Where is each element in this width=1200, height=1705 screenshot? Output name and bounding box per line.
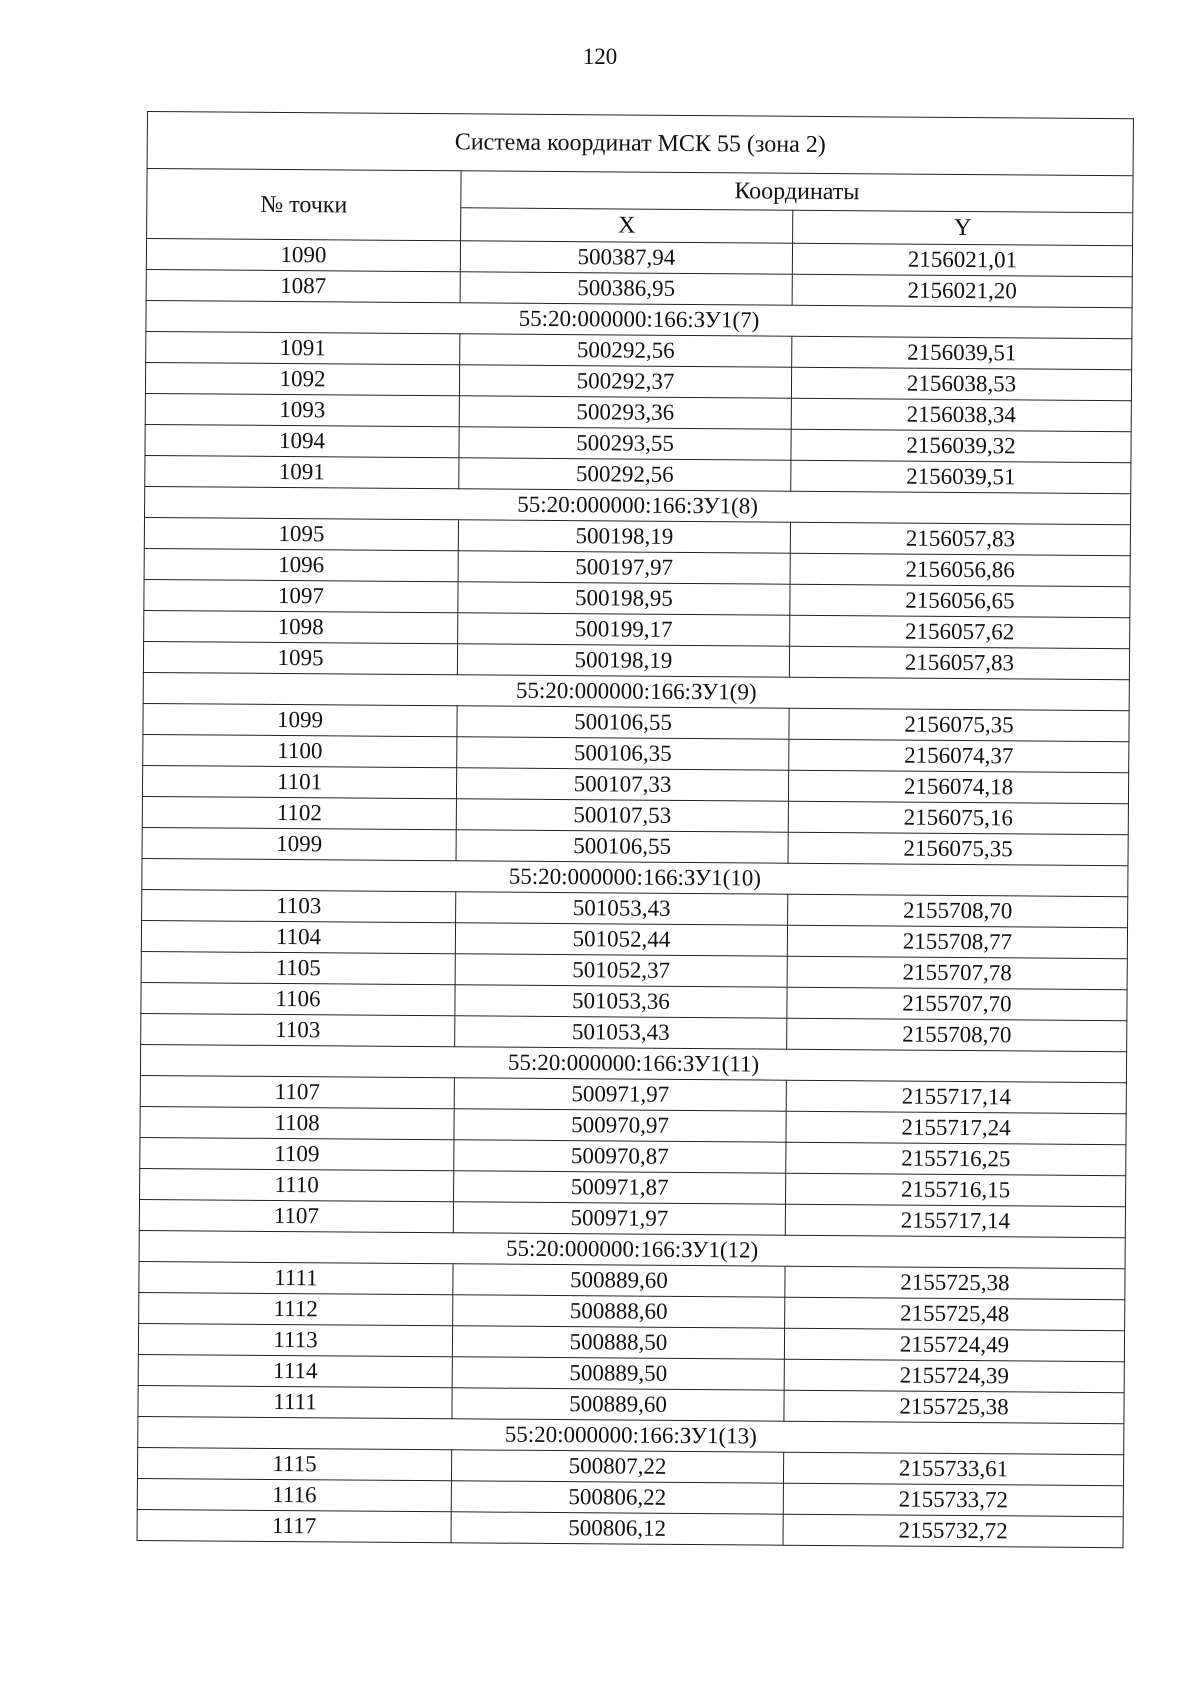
x-coordinate-cell: 501053,43 <box>455 1016 787 1049</box>
x-coordinate-cell: 500387,94 <box>460 241 792 274</box>
x-coordinate-cell: 500889,50 <box>452 1357 784 1390</box>
table-title: Система координат МСК 55 (зона 2) <box>147 112 1133 176</box>
y-coordinate-cell: 2156038,53 <box>791 367 1131 400</box>
y-coordinate-cell: 2155724,49 <box>784 1328 1124 1361</box>
y-coordinate-cell: 2156039,51 <box>791 460 1131 493</box>
x-coordinate-cell: 500293,55 <box>459 427 791 460</box>
y-coordinate-cell: 2155724,39 <box>784 1359 1124 1392</box>
point-number-cell: 1098 <box>144 610 458 643</box>
y-coordinate-cell: 2155733,72 <box>783 1483 1123 1516</box>
y-coordinate-cell: 2156039,32 <box>791 429 1131 462</box>
x-coordinate-cell: 500386,95 <box>460 272 792 305</box>
x-coordinate-cell: 500888,50 <box>452 1326 784 1359</box>
section-label: 55:20:000000:166:ЗУ1(13) <box>138 1416 1124 1454</box>
x-coordinate-cell: 500971,87 <box>454 1171 786 1204</box>
point-number-cell: 1102 <box>142 796 456 829</box>
coordinates-table <box>137 111 1134 1548</box>
y-coordinate-cell: 2156074,37 <box>789 739 1129 772</box>
point-number-cell: 1099 <box>142 827 456 860</box>
x-coordinate-cell: 501053,43 <box>456 892 788 925</box>
point-number-cell: 1095 <box>143 641 457 674</box>
point-number-cell: 1095 <box>144 517 458 550</box>
y-coordinate-cell: 2155725,48 <box>785 1297 1125 1330</box>
y-coordinate-cell: 2155733,61 <box>783 1452 1123 1485</box>
x-coordinate-cell: 501052,44 <box>455 923 787 956</box>
point-number-cell: 1105 <box>141 951 455 984</box>
point-number-cell: 1101 <box>142 765 456 798</box>
y-coordinate-cell: 2155708,70 <box>788 894 1128 927</box>
section-label: 55:20:000000:166:ЗУ1(7) <box>146 300 1132 338</box>
y-coordinate-cell: 2156039,51 <box>792 336 1132 369</box>
x-coordinate-cell: 500292,56 <box>459 458 791 491</box>
point-number-cell: 1103 <box>141 1013 455 1046</box>
point-number-cell: 1114 <box>138 1354 452 1387</box>
y-coordinate-cell: 2155716,25 <box>786 1142 1126 1175</box>
x-header: X <box>461 208 793 243</box>
point-number-cell: 1111 <box>138 1385 452 1418</box>
y-coordinate-cell: 2155716,15 <box>786 1173 1126 1206</box>
header-row <box>147 169 1133 213</box>
coordinates-header: Координаты <box>461 171 1133 213</box>
y-coordinate-cell: 2155725,38 <box>785 1266 1125 1299</box>
y-coordinate-cell: 2155717,14 <box>785 1204 1125 1237</box>
y-coordinate-cell: 2155707,78 <box>787 956 1127 989</box>
x-coordinate-cell: 500970,87 <box>454 1140 786 1173</box>
y-coordinate-cell: 2156021,01 <box>792 243 1132 276</box>
x-coordinate-cell: 500807,22 <box>451 1450 783 1483</box>
x-coordinate-cell: 500889,60 <box>453 1264 785 1297</box>
x-coordinate-cell: 500198,19 <box>458 520 790 553</box>
table-title-row <box>147 112 1133 176</box>
point-number-cell: 1107 <box>139 1199 453 1232</box>
x-coordinate-cell: 500971,97 <box>453 1202 785 1235</box>
y-coordinate-cell: 2155725,38 <box>784 1390 1124 1423</box>
x-coordinate-cell: 500889,60 <box>452 1388 784 1421</box>
x-coordinate-cell: 500806,22 <box>451 1481 783 1514</box>
point-number-cell: 1094 <box>145 424 459 457</box>
section-label: 55:20:000000:166:ЗУ1(12) <box>139 1230 1125 1268</box>
point-number-cell: 1107 <box>140 1075 454 1108</box>
x-coordinate-cell: 500107,33 <box>456 768 788 801</box>
y-coordinate-cell: 2156038,34 <box>791 398 1131 431</box>
point-number-cell: 1093 <box>145 393 459 426</box>
point-number-cell: 1097 <box>144 579 458 612</box>
table-row <box>137 1509 1123 1547</box>
point-number-cell: 1092 <box>145 362 459 395</box>
y-coordinate-cell: 2156057,62 <box>790 615 1130 648</box>
y-coordinate-cell: 2156056,86 <box>790 553 1130 586</box>
x-coordinate-cell: 500292,37 <box>459 365 791 398</box>
x-coordinate-cell: 500199,17 <box>458 613 790 646</box>
x-coordinate-cell: 500197,97 <box>458 551 790 584</box>
section-label: 55:20:000000:166:ЗУ1(9) <box>143 672 1129 710</box>
x-coordinate-cell: 500292,56 <box>460 334 792 367</box>
y-coordinate-cell: 2155708,77 <box>787 925 1127 958</box>
y-coordinate-cell: 2155717,14 <box>786 1080 1126 1113</box>
y-coordinate-cell: 2156057,83 <box>790 522 1130 555</box>
point-number-cell: 1103 <box>142 889 456 922</box>
y-coordinate-cell: 2156056,65 <box>790 584 1130 617</box>
x-coordinate-cell: 500198,19 <box>457 644 789 677</box>
x-coordinate-cell: 500106,35 <box>457 737 789 770</box>
point-number-cell: 1091 <box>145 455 459 488</box>
x-coordinate-cell: 500107,53 <box>456 799 788 832</box>
point-number-cell: 1112 <box>139 1292 453 1325</box>
x-coordinate-cell: 500970,97 <box>454 1109 786 1142</box>
y-coordinate-cell: 2155707,70 <box>787 987 1127 1020</box>
point-number-cell: 1087 <box>146 269 460 302</box>
point-number-cell: 1111 <box>139 1261 453 1294</box>
y-coordinate-cell: 2156057,83 <box>789 646 1129 679</box>
y-coordinate-cell: 2155732,72 <box>783 1514 1123 1547</box>
page-number: 120 <box>582 44 618 69</box>
table-body <box>137 239 1133 1548</box>
x-coordinate-cell: 501052,37 <box>455 954 787 987</box>
point-number-cell: 1099 <box>143 703 457 736</box>
point-number-cell: 1110 <box>140 1168 454 1201</box>
x-coordinate-cell: 500106,55 <box>456 830 788 863</box>
x-coordinate-cell: 500198,95 <box>458 582 790 615</box>
section-label: 55:20:000000:166:ЗУ1(10) <box>142 858 1128 896</box>
point-number-cell: 1109 <box>140 1137 454 1170</box>
point-number-cell: 1108 <box>140 1106 454 1139</box>
section-label: 55:20:000000:166:ЗУ1(8) <box>145 486 1131 524</box>
x-coordinate-cell: 501053,36 <box>455 985 787 1018</box>
y-coordinate-cell: 2156075,35 <box>789 708 1129 741</box>
y-coordinate-cell: 2156074,18 <box>788 770 1128 803</box>
x-coordinate-cell: 500888,60 <box>453 1295 785 1328</box>
point-number-cell: 1106 <box>141 982 455 1015</box>
section-label: 55:20:000000:166:ЗУ1(11) <box>140 1044 1126 1082</box>
x-coordinate-cell: 500106,55 <box>457 706 789 739</box>
point-number-cell: 1091 <box>146 331 460 364</box>
y-coordinate-cell: 2155717,24 <box>786 1111 1126 1144</box>
point-number-cell: 1104 <box>141 920 455 953</box>
y-coordinate-cell: 2156021,20 <box>792 274 1132 307</box>
point-number-cell: 1115 <box>137 1447 451 1480</box>
y-coordinate-cell: 2156075,35 <box>788 832 1128 865</box>
y-coordinate-cell: 2155708,70 <box>787 1018 1127 1051</box>
point-number-cell: 1096 <box>144 548 458 581</box>
point-number-cell: 1113 <box>138 1323 452 1356</box>
point-number-cell: 1090 <box>146 239 460 272</box>
x-coordinate-cell: 500971,97 <box>454 1078 786 1111</box>
y-header: Y <box>793 210 1133 245</box>
x-coordinate-cell: 500293,36 <box>459 396 791 429</box>
x-coordinate-cell: 500806,12 <box>451 1512 783 1545</box>
point-number-cell: 1100 <box>143 734 457 767</box>
y-coordinate-cell: 2156075,16 <box>788 801 1128 834</box>
point-number-cell: 1116 <box>137 1478 451 1511</box>
point-number-cell: 1117 <box>137 1509 451 1542</box>
point-number-header: № точки <box>147 169 462 241</box>
